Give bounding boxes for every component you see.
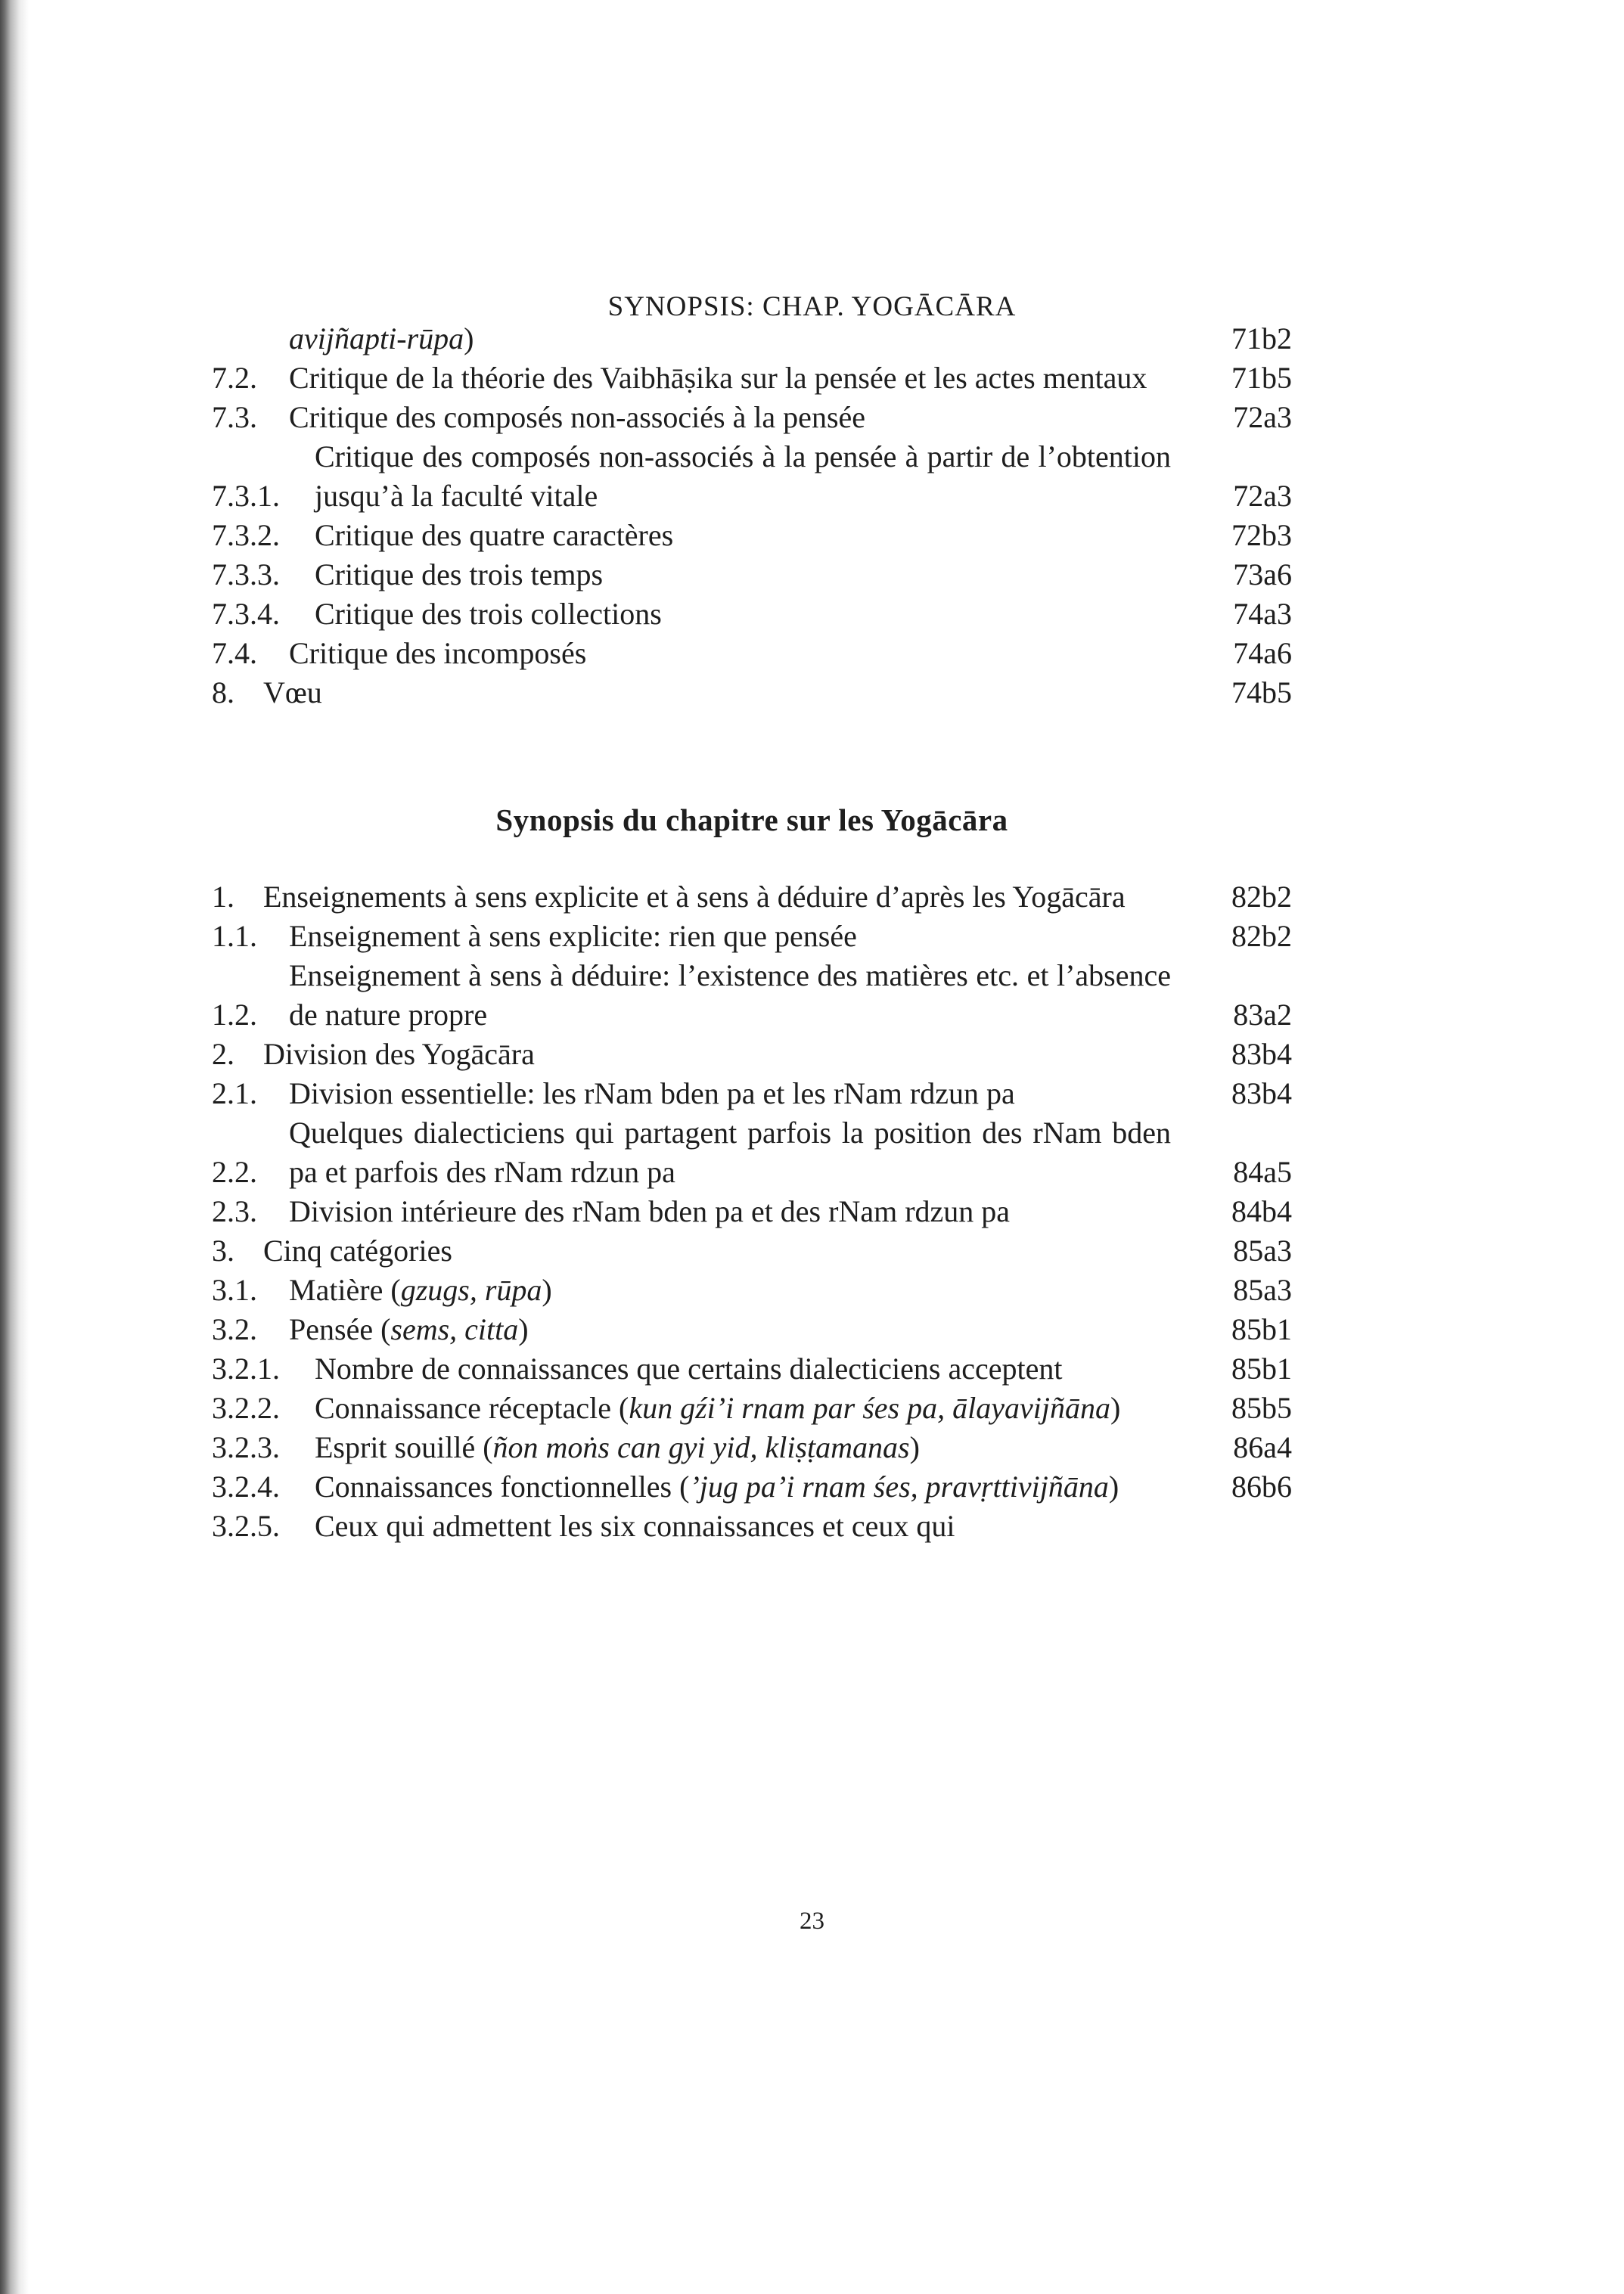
entry-title-term: sems, citta	[390, 1312, 519, 1346]
entry-folio-ref: 71b2	[1231, 321, 1292, 355]
synopsis-entry	[212, 877, 1292, 917]
entry-number: 2.	[212, 1037, 234, 1071]
entry-title-text: Vœu	[263, 675, 322, 709]
synopsis-entry	[212, 917, 1292, 956]
entry-number: 2.1.	[212, 1076, 257, 1110]
entry-title	[315, 1507, 1209, 1546]
entry-folio-ref: 74b5	[1231, 675, 1292, 709]
running-head: SYNOPSIS: CHAP. YOGĀCĀRA	[607, 291, 1017, 322]
synopsis-list-continued	[212, 319, 1292, 712]
entry-title	[315, 1467, 1209, 1507]
synopsis-entry	[212, 1113, 1292, 1192]
synopsis-entry	[212, 319, 1292, 359]
entry-folio-ref: 85b1	[1231, 1312, 1292, 1346]
entry-title-term: ’jug pa’i rnam śes, pravṛttivijñāna	[689, 1470, 1109, 1504]
entry-title	[315, 1349, 1209, 1389]
entry-title-suffix: )	[909, 1430, 920, 1464]
synopsis-entry	[212, 1271, 1292, 1310]
entry-folio-ref: 82b2	[1231, 880, 1292, 914]
synopsis-entry	[212, 1074, 1292, 1113]
entry-title-text: Matière (	[289, 1273, 401, 1307]
entry-title	[315, 1389, 1209, 1428]
entry-title-term: ñon moṅs can gyi yid, kliṣṭamanas	[492, 1430, 910, 1464]
entry-folio-ref: 74a3	[1233, 597, 1292, 631]
entry-number: 3.2.	[212, 1312, 257, 1346]
entry-number: 3.2.5.	[212, 1509, 280, 1543]
entry-folio-ref: 73a6	[1233, 557, 1292, 591]
page-number: 23	[800, 1908, 824, 1935]
section-title: Synopsis du chapitre sur les Yogācāra	[495, 802, 1008, 837]
entry-number: 3.2.4.	[212, 1470, 280, 1504]
entry-title-text: Critique de la théorie des Vaibhāṣika sur la pensée et les actes mentaux	[289, 361, 1147, 395]
entry-folio-ref: 83a2	[1233, 998, 1292, 1032]
entry-title-text: Division essentielle: les rNam bden pa et les rNam rdzun pa	[289, 1076, 1015, 1110]
entry-title	[289, 398, 1209, 437]
entry-title-text: Nombre de connaissances que certains dialecticiens acceptent	[315, 1352, 1063, 1386]
entry-title	[289, 1192, 1209, 1231]
entry-title	[289, 917, 1209, 956]
synopsis-entry	[212, 437, 1292, 516]
entry-folio-ref: 84b4	[1231, 1194, 1292, 1228]
entry-number: 8.	[212, 675, 234, 709]
synopsis-entry	[212, 634, 1292, 673]
entry-number: 7.3.2.	[212, 518, 280, 552]
entry-title	[315, 555, 1209, 594]
entry-folio-ref: 84a5	[1233, 1155, 1292, 1189]
synopsis-list-yogacara	[212, 877, 1292, 1546]
entry-title-text: Critique des composés non-associés à la pensée à partir de l’obtention jusqu’à la faculté vitale	[315, 439, 1171, 513]
entry-folio-ref: 72b3	[1231, 518, 1292, 552]
entry-title-suffix: )	[518, 1312, 529, 1346]
entry-folio-ref: 83b4	[1231, 1076, 1292, 1110]
entry-title	[289, 1113, 1209, 1192]
entry-title-text: Enseignement à sens explicite: rien que pensée	[289, 919, 857, 953]
entry-title-text: Critique des trois collections	[315, 597, 662, 631]
entry-title-text: Division des Yogācāra	[263, 1037, 535, 1071]
entry-title-text: Esprit souillé (	[315, 1430, 493, 1464]
entry-number: 7.3.1.	[212, 479, 280, 513]
entry-number: 1.	[212, 880, 234, 914]
entry-folio-ref: 74a6	[1233, 636, 1292, 670]
entry-title-suffix: )	[1108, 1470, 1119, 1504]
entry-number: 7.3.	[212, 400, 257, 434]
entry-folio-ref: 72a3	[1233, 479, 1292, 513]
entry-folio-ref: 86b6	[1231, 1470, 1292, 1504]
entry-title	[289, 359, 1209, 398]
entry-title-text: Critique des incomposés	[289, 636, 587, 670]
entry-number: 2.2.	[212, 1155, 257, 1189]
entry-number: 2.3.	[212, 1194, 257, 1228]
synopsis-entry	[212, 516, 1292, 555]
synopsis-entry	[212, 1310, 1292, 1349]
entry-number: 1.2.	[212, 998, 257, 1032]
entry-title	[289, 1310, 1209, 1349]
entry-title-text: Enseignements à sens explicite et à sens à déduire d’après les Yogācāra	[263, 880, 1126, 914]
entry-title	[289, 634, 1209, 673]
entry-folio-ref: 85b1	[1231, 1352, 1292, 1386]
entry-number: 7.4.	[212, 636, 257, 670]
synopsis-entry	[212, 1389, 1292, 1428]
entry-title	[289, 1074, 1209, 1113]
entry-number: 1.1.	[212, 919, 257, 953]
entry-number: 3.1.	[212, 1273, 257, 1307]
entry-folio-ref: 82b2	[1231, 919, 1292, 953]
entry-title-text: Critique des trois temps	[315, 557, 604, 591]
entry-title-suffix: )	[1110, 1391, 1121, 1425]
entry-title-text: Critique des composés non-associés à la pensée	[289, 400, 866, 434]
entry-title-text: Ceux qui admettent les six connaissances et ceux qui	[315, 1509, 955, 1543]
entry-title	[289, 1271, 1209, 1310]
entry-number: 7.2.	[212, 361, 257, 395]
entry-title	[315, 516, 1209, 555]
entry-folio-ref: 85a3	[1233, 1273, 1292, 1307]
entry-title	[263, 673, 1209, 712]
entry-folio-ref: 72a3	[1233, 400, 1292, 434]
synopsis-entry	[212, 359, 1292, 398]
entry-title-term: kun gźi’i rnam par śes pa, ālayavijñāna	[629, 1391, 1110, 1425]
entry-folio-ref: 71b5	[1231, 361, 1292, 395]
synopsis-entry	[212, 1035, 1292, 1074]
entry-title-text: Connaissance réceptacle (	[315, 1391, 629, 1425]
entry-number: 7.3.4.	[212, 597, 280, 631]
synopsis-entry	[212, 1349, 1292, 1389]
entry-title-text: Cinq catégories	[263, 1234, 452, 1268]
entry-title	[263, 1231, 1209, 1271]
entry-title	[263, 877, 1209, 917]
entry-title-text: Division intérieure des rNam bden pa et des rNam rdzun pa	[289, 1194, 1011, 1228]
entry-number: 7.3.3.	[212, 557, 280, 591]
entry-number: 3.2.1.	[212, 1352, 280, 1386]
entry-number: 3.	[212, 1234, 234, 1268]
entry-folio-ref: 86a4	[1233, 1430, 1292, 1464]
entry-number: 3.2.3.	[212, 1430, 280, 1464]
entry-title	[289, 319, 1209, 359]
entry-title-suffix: )	[464, 321, 474, 355]
entry-title	[315, 1428, 1209, 1467]
synopsis-entry	[212, 956, 1292, 1035]
entry-title	[315, 437, 1209, 516]
entry-title-suffix: )	[542, 1273, 552, 1307]
entry-title-text: Connaissances fonctionnelles (	[315, 1470, 690, 1504]
entry-title-text: Critique des quatre caractères	[315, 518, 674, 552]
synopsis-entry	[212, 673, 1292, 712]
synopsis-entry	[212, 1467, 1292, 1507]
entry-title-text: Quelques dialecticiens qui partagent parfois la position des rNam bden pa et parfois des rNam rdzun pa	[289, 1116, 1171, 1189]
entry-folio-ref: 85a3	[1233, 1234, 1292, 1268]
entry-title-term: gzugs, rūpa	[400, 1273, 542, 1307]
entry-title-text: Enseignement à sens à déduire: l’existence des matières etc. et l’absence de nature propre	[289, 958, 1171, 1032]
entry-folio-ref: 85b5	[1231, 1391, 1292, 1425]
synopsis-entry	[212, 1428, 1292, 1467]
entry-title	[315, 594, 1209, 634]
synopsis-entry	[212, 398, 1292, 437]
entry-title-term: avijñapti-rūpa	[289, 321, 464, 355]
entry-title	[263, 1035, 1209, 1074]
scanned-page-edge	[0, 0, 29, 2294]
synopsis-entry	[212, 1192, 1292, 1231]
entry-number: 3.2.2.	[212, 1391, 280, 1425]
entry-folio-ref: 83b4	[1231, 1037, 1292, 1071]
synopsis-entry	[212, 1507, 1292, 1546]
synopsis-list	[212, 319, 1292, 1546]
entry-title-text: Pensée (	[289, 1312, 391, 1346]
synopsis-entry	[212, 555, 1292, 594]
synopsis-entry	[212, 594, 1292, 634]
entry-title	[289, 956, 1209, 1035]
synopsis-entry	[212, 1231, 1292, 1271]
